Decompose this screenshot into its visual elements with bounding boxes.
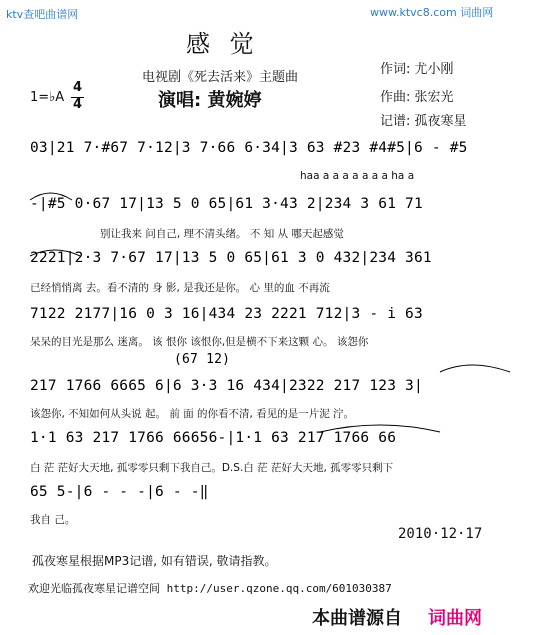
notation-annotation: (67 12) xyxy=(174,352,231,367)
song-subtitle: 电视剧《死去活来》主题曲 xyxy=(142,70,299,85)
lyricist-credit: 作词: 尤小刚 xyxy=(380,62,454,77)
notation-line-4: 7122 2177|16 0 3 16|434 23 2221 712|3 - i 63 xyxy=(30,306,423,322)
notation-line-7: 65 5-|6 - - -|6 - -‖ xyxy=(30,484,209,500)
score-date: 2010·12·17 xyxy=(398,526,483,542)
slur-line-5 xyxy=(440,365,510,372)
transcription-note: 孤夜寒星根据MP3记谱, 如有错误, 敬请指教。 xyxy=(32,554,277,568)
lyric-line-4: 呆呆的目光是那么 迷离。 该 恨你 该恨你,但是横不下来这颗 心。 该怨你 xyxy=(30,336,369,348)
key-signature: 1=♭A xyxy=(30,90,65,105)
notation-line-1: 03|21 7·#67 7·12|3 7·66 6·34|3 63 #23 #4#5|6 - #5 xyxy=(30,140,468,156)
lyric-line-1: haa a a a a a a a ha a xyxy=(300,170,415,182)
lyric-line-3: 已经悄悄离 去。看不清的 身 影, 是我还是你。 心 里的血 不再流 xyxy=(30,282,330,294)
lyric-line-7: 我自 己。 xyxy=(30,514,76,526)
lyric-line-2: 别让我来 问自己, 理不清头绪。 不 知 从 哪天起感觉 xyxy=(100,228,344,240)
lyric-line-5: 该怨你, 不知如何从头说 起。 前 面 的你看不清, 看见的是一片泥 泞。 xyxy=(30,408,355,420)
notation-line-6: 1·1 63 217 1766 66656-|1·1 63 217 1766 66 xyxy=(30,430,397,446)
welcome-url: 欢迎光临孤夜寒星记谱空间 http://user.qzone.qq.com/601030387 xyxy=(28,582,392,595)
notation-line-5: 217 1766 6665 6|6 3·3 16 434|2322 217 123 3| xyxy=(30,378,423,394)
notation-line-3: 2221|2·3 7·67 17|13 5 0 65|61 3 0 432|234 361 xyxy=(30,250,432,266)
watermark-right: www.ktvc8.com 词曲网 xyxy=(370,6,494,19)
time-signature-top: 4 xyxy=(73,80,83,95)
lyric-line-6: 白 茫 茫好大天地, 孤零零只剩下我自己。D.S.白 茫 茫好大天地, 孤零零只剩下 xyxy=(30,462,394,474)
composer-credit: 作曲: 张宏光 xyxy=(380,90,454,105)
transcriber-credit: 记谱: 孤夜寒星 xyxy=(380,114,467,129)
time-signature-bottom: 4 xyxy=(73,97,83,112)
song-title: 感 觉 xyxy=(186,30,260,58)
brand-site-name: 词曲网 xyxy=(428,608,482,629)
brand-source-label: 本曲谱源自 xyxy=(312,608,402,629)
singer-credit: 演唱: 黄婉婷 xyxy=(158,90,262,111)
notation-line-2: -|#5 0·67 17|13 5 0 65|61 3·43 2|234 3 61 71 xyxy=(30,196,423,212)
watermark-left: ktv查吧曲谱网 xyxy=(6,8,79,21)
